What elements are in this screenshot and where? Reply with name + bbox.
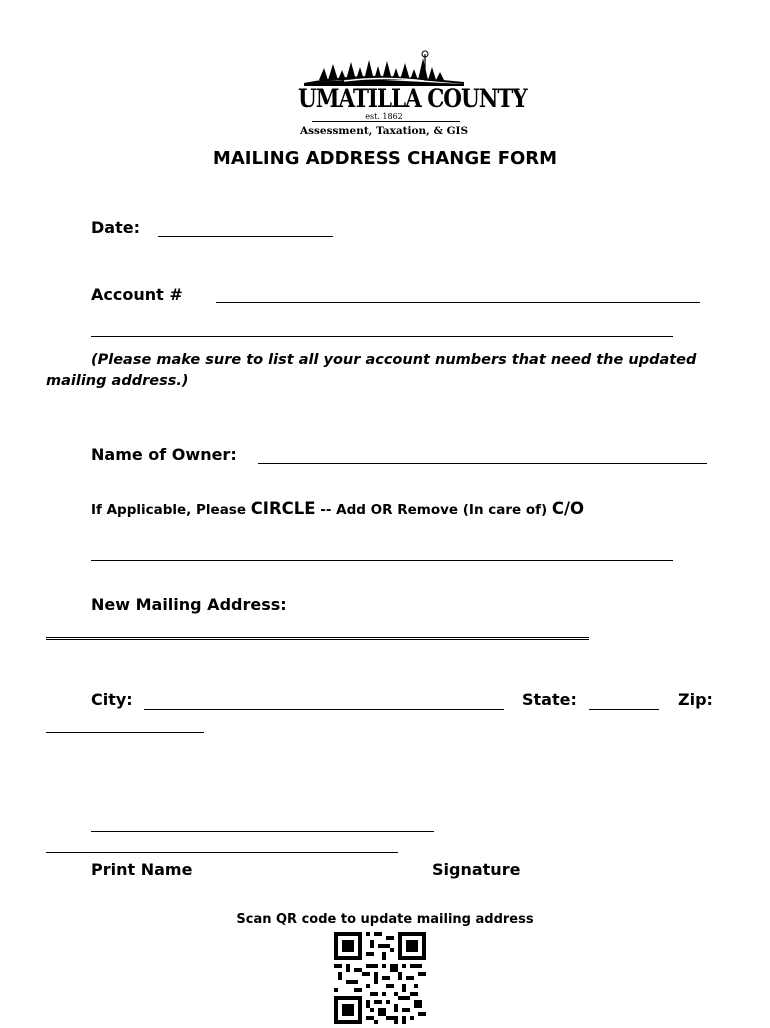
state-field[interactable]	[589, 709, 659, 710]
print-name-label: Print Name	[91, 860, 193, 879]
city-field[interactable]	[144, 709, 504, 710]
care-of-option: C/O	[551, 499, 585, 518]
care-of-field[interactable]	[91, 560, 673, 561]
care-of-prefix: If Applicable, Please	[91, 502, 251, 518]
zip-field[interactable]	[46, 732, 204, 733]
qr-caption: Scan QR code to update mailing address	[236, 912, 534, 927]
county-name: UMATILLA COUNTY	[298, 84, 527, 113]
owner-field[interactable]	[258, 463, 707, 464]
care-of-instruction	[91, 499, 584, 518]
logo-divider	[312, 121, 460, 122]
department-name: Assessment, Taxation, & GIS	[299, 125, 469, 137]
circle-word: CIRCLE	[250, 499, 316, 518]
account-field-2[interactable]	[91, 336, 673, 337]
account-note: (Please make sure to list all your account numbers that need the updated	[91, 352, 697, 368]
date-label: Date:	[91, 218, 140, 237]
zip-label: Zip:	[678, 690, 713, 709]
signature-label: Signature	[432, 860, 521, 879]
owner-label: Name of Owner:	[91, 445, 237, 464]
account-field[interactable]	[216, 302, 700, 303]
mailing-address-field[interactable]	[46, 637, 589, 640]
account-note-cont: mailing address.)	[46, 373, 189, 389]
state-label: State:	[522, 690, 577, 709]
qr-code-icon[interactable]	[334, 932, 426, 1024]
account-label: Account #	[91, 285, 183, 304]
signature-field[interactable]	[46, 852, 398, 853]
care-of-middle: -- Add OR Remove (In care of)	[315, 502, 552, 518]
print-name-field[interactable]	[91, 831, 434, 832]
city-label: City:	[91, 690, 133, 709]
date-field[interactable]	[158, 236, 333, 237]
established-year: est. 1862	[365, 112, 403, 121]
form-title: MAILING ADDRESS CHANGE FORM	[212, 148, 558, 169]
mailing-address-label: New Mailing Address:	[91, 595, 287, 614]
